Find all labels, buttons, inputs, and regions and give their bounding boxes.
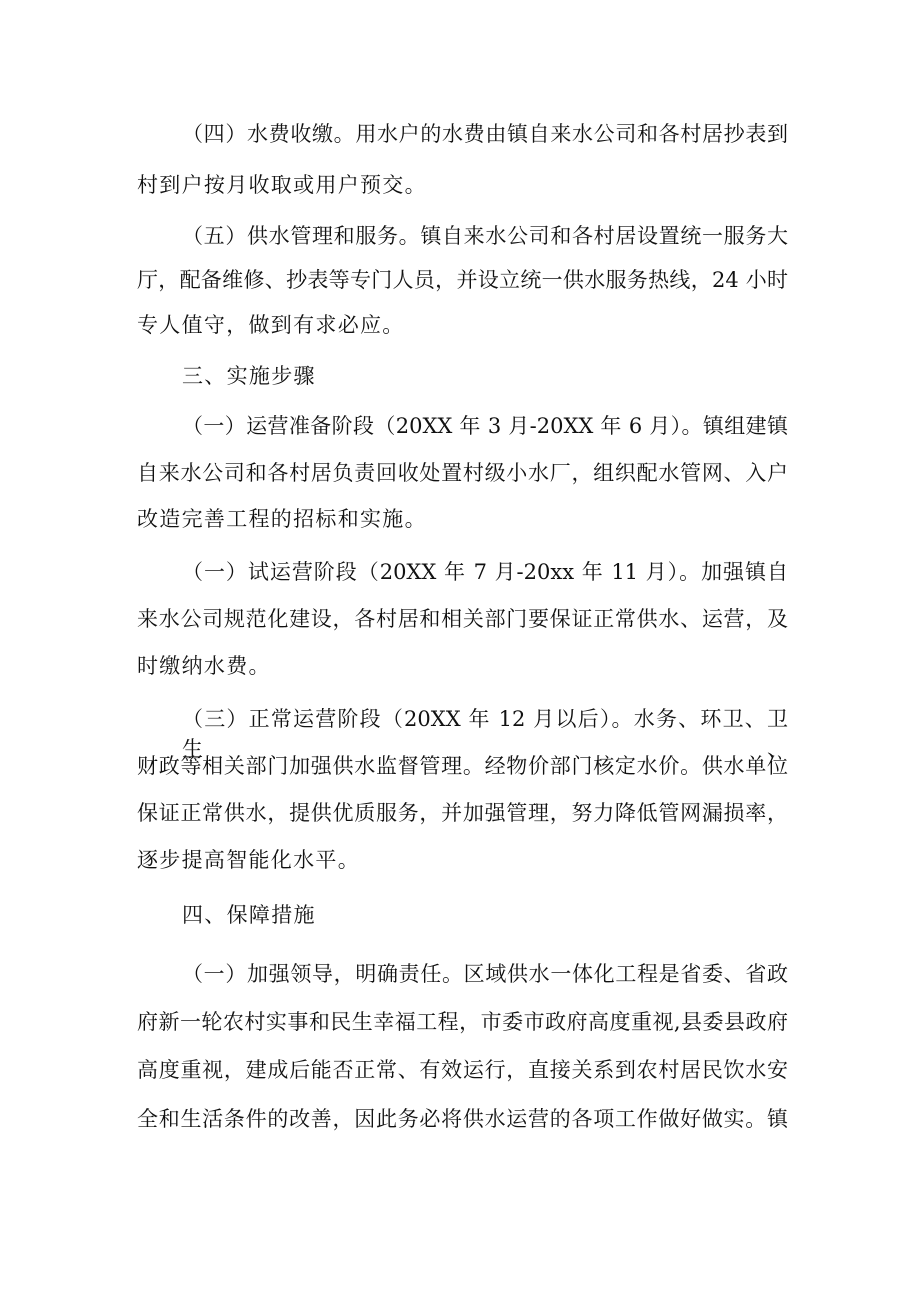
paragraph-step2-line-1: （一）试运营阶段（20XX 年 7 月-20xx 年 11 月）。加强镇自 [182,560,788,584]
paragraph-measure1-line-1: （一）加强领导，明确责任。区域供水一体化工程是省委、省政 [182,962,788,986]
paragraph-water-fee-line-1: （四）水费收缴。用水户的水费由镇自来水公司和各村居抄表到 [182,122,788,146]
paragraph-step2-line-3: 时缴纳水费。 [137,654,271,678]
paragraph-measure1-line-2: 府新一轮农村实事和民生幸福工程，市委市政府高度重视,县委县政府 [137,1010,788,1034]
paragraph-measure1-line-4: 全和生活条件的改善，因此务必将供水运营的各项工作做好做实。镇 [137,1107,788,1131]
paragraph-measure1-line-3: 高度重视，建成后能否正常、有效运行，直接关系到农村居民饮水安 [137,1058,788,1082]
paragraph-step1-line-2: 自来水公司和各村居负责回收处置村级小水厂，组织配水管网、入户 [137,461,788,485]
paragraph-step3-line-2: 财政等相关部门加强供水监督管理。经物价部门核定水价。供水单位 [137,754,788,778]
paragraph-step1-line-1: （一）运营准备阶段（20XX 年 3 月-20XX 年 6 月）。镇组建镇 [182,414,788,438]
paragraph-service-line-1: （五）供水管理和服务。镇自来水公司和各村居设置统一服务大 [182,224,788,248]
paragraph-step3-line-3: 保证正常供水，提供优质服务，并加强管理，努力降低管网漏损率， [137,801,788,825]
paragraph-step2-line-2: 来水公司规范化建设，各村居和相关部门要保证正常供水、运营，及 [137,607,788,631]
paragraph-step3-line-4: 逐步提高智能化水平。 [137,848,360,872]
paragraph-service-line-3: 专人值守，做到有求必应。 [137,313,405,337]
section-heading-implementation-steps: 三、实施步骤 [182,364,316,388]
section-heading-safeguard-measures: 四、保障措施 [182,903,316,927]
paragraph-step3-line-1: （三）正常运营阶段（20XX 年 12 月以后）。水务、环卫、卫生、 [182,707,788,761]
paragraph-service-line-2: 厅，配备维修、抄表等专门人员，并设立统一供水服务热线，24 小时 [137,268,788,292]
paragraph-step1-line-3: 改造完善工程的招标和实施。 [137,507,427,531]
paragraph-water-fee-line-2: 村到户按月收取或用户预交。 [137,173,427,197]
